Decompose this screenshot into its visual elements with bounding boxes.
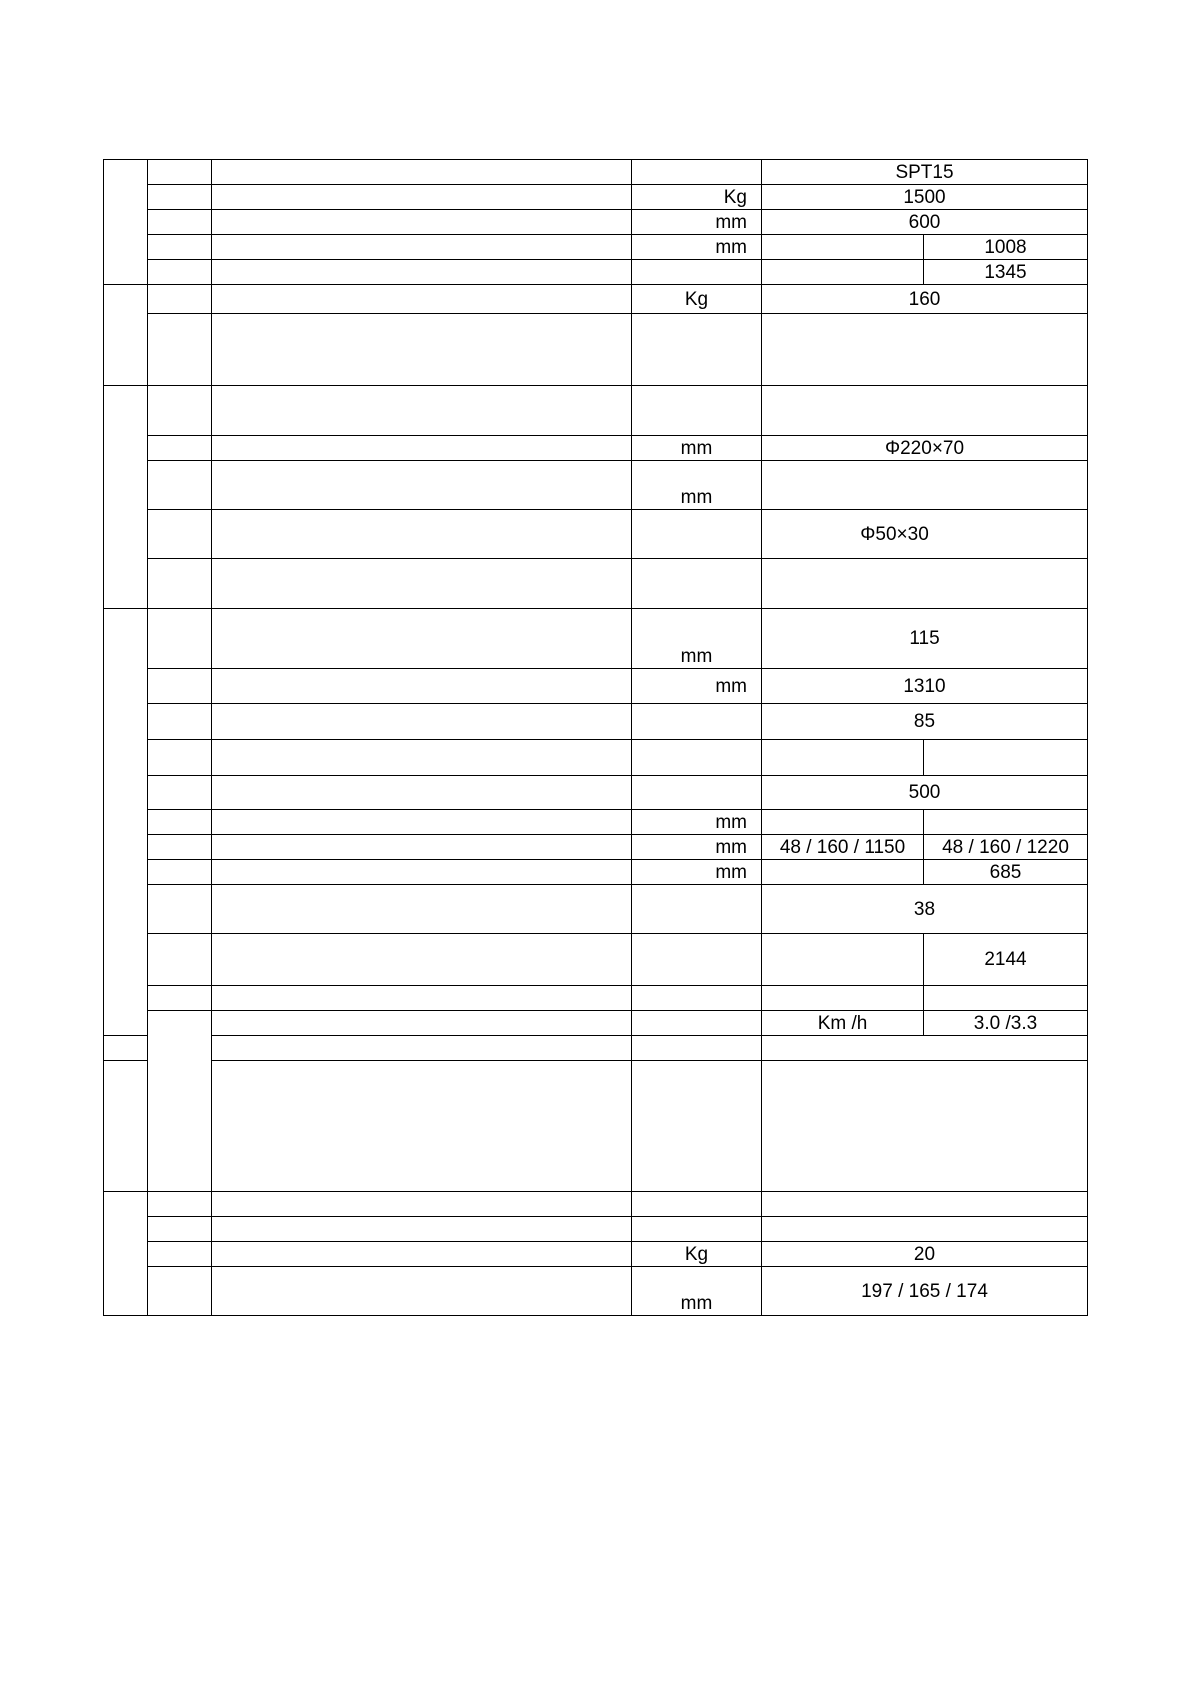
height-115-value: 115: [762, 609, 1088, 669]
fork-dimensions-left: 48 / 160 / 1150: [762, 835, 924, 860]
label-cell: [632, 1011, 762, 1036]
index-cell: [148, 1267, 212, 1316]
label-cell: [212, 810, 632, 835]
index-cell: [148, 1242, 212, 1267]
label-cell: [212, 1036, 632, 1061]
label-cell: [212, 210, 632, 235]
drive-wheel-value: Φ220×70: [762, 436, 1088, 461]
service-weight-unit: Kg: [632, 285, 762, 314]
label-cell: [212, 461, 632, 510]
label-cell: [212, 1242, 632, 1267]
value-2144: 2144: [924, 934, 1088, 986]
value-cell: [762, 1217, 1088, 1242]
value-cell: [762, 559, 1088, 609]
travel-speed-unit: Km /h: [762, 1011, 924, 1036]
label-cell: [212, 160, 632, 185]
battery-dims-unit: mm: [632, 1267, 762, 1316]
group-cell-6: [104, 1192, 148, 1316]
unit-cell: [632, 1061, 762, 1192]
label-cell: [212, 934, 632, 986]
label-cell: [212, 986, 632, 1011]
index-cell: [104, 1036, 148, 1061]
index-cell: [148, 776, 212, 810]
label-cell: [212, 776, 632, 810]
label-cell: [212, 386, 632, 436]
label-cell: [212, 314, 632, 386]
value-cell: [762, 1192, 1088, 1217]
label-cell: [212, 609, 632, 669]
label-cell: [212, 1217, 632, 1242]
label-cell: [212, 1267, 632, 1316]
index-cell: [148, 559, 212, 609]
label-cell: [212, 1061, 632, 1192]
index-cell: [148, 740, 212, 776]
index-cell: [148, 436, 212, 461]
rated-capacity-value: 1500: [762, 185, 1088, 210]
label-cell: [212, 860, 632, 885]
group-cell-4: [104, 609, 148, 1036]
label-cell: [212, 260, 632, 285]
index-cell: [212, 1011, 632, 1036]
value-left-cell: [762, 860, 924, 885]
group-cell-2: [104, 285, 148, 386]
label-cell: [212, 704, 632, 740]
label-cell: [212, 559, 632, 609]
index-cell: [148, 185, 212, 210]
index-cell: [148, 235, 212, 260]
label-cell: [212, 669, 632, 704]
unit-cell: [632, 559, 762, 609]
index-cell: [148, 510, 212, 559]
group-cell-3: [104, 386, 148, 609]
value-left-cell: [762, 986, 924, 1011]
label-cell: [212, 1192, 632, 1217]
value-cell: [762, 1061, 1088, 1192]
unit-cell: [632, 386, 762, 436]
caster-wheel-value: Φ50×30: [762, 510, 1088, 559]
battery-weight-unit: Kg: [632, 1242, 762, 1267]
value-left-cell: [762, 810, 924, 835]
index-cell: [148, 885, 212, 934]
index-cell: [148, 609, 212, 669]
height-115-unit: mm: [632, 609, 762, 669]
index-cell: [148, 934, 212, 986]
wheel-row-unit: mm: [632, 461, 762, 510]
index-cell: [148, 986, 212, 1011]
rated-capacity-unit: Kg: [632, 185, 762, 210]
unit-cell: [632, 934, 762, 986]
value-85: 85: [762, 704, 1088, 740]
label-cell: [212, 885, 632, 934]
index-cell: [148, 285, 212, 314]
battery-dims-value: 197 / 165 / 174: [762, 1267, 1088, 1316]
unit-cell: [632, 1192, 762, 1217]
value-500: 500: [762, 776, 1088, 810]
unit-cell: [632, 885, 762, 934]
height-1310-value: 1310: [762, 669, 1088, 704]
height-1310-unit: mm: [632, 669, 762, 704]
battery-weight-value: 20: [762, 1242, 1088, 1267]
group-cell-1: [104, 160, 148, 285]
label-cell: [212, 436, 632, 461]
value-right-cell: [924, 740, 1088, 776]
index-cell: [148, 160, 212, 185]
group-cell-5: [148, 1011, 212, 1192]
unit-cell: [632, 740, 762, 776]
unit-cell: [632, 776, 762, 810]
dim-1008-value: 1008: [924, 235, 1088, 260]
value-left-cell: [762, 235, 924, 260]
unit-cell: [632, 510, 762, 559]
index-cell: [148, 210, 212, 235]
label-cell: [212, 835, 632, 860]
dim-1008-unit: mm: [632, 235, 762, 260]
value-right-cell: [924, 810, 1088, 835]
spec-table: [103, 159, 1088, 1316]
index-cell: [148, 314, 212, 386]
value-left-cell: [762, 934, 924, 986]
fork-width-value: 685: [924, 860, 1088, 885]
index-cell: [148, 669, 212, 704]
label-cell: [212, 235, 632, 260]
index-cell: [148, 704, 212, 740]
index-cell: [148, 860, 212, 885]
model-value: SPT15: [762, 160, 1088, 185]
label-cell: [212, 740, 632, 776]
value-38: 38: [762, 885, 1088, 934]
fork-width-unit: mm: [632, 860, 762, 885]
load-center-unit: mm: [632, 210, 762, 235]
load-center-value: 600: [762, 210, 1088, 235]
unit-cell: [632, 160, 762, 185]
index-cell: [148, 386, 212, 436]
value-right-cell: [924, 986, 1088, 1011]
unit-cell: [632, 1217, 762, 1242]
value-cell: [762, 461, 1088, 510]
value-cell: [762, 1036, 1088, 1061]
travel-speed-value: 3.0 /3.3: [924, 1011, 1088, 1036]
label-cell: [212, 185, 632, 210]
value-cell: [762, 386, 1088, 436]
unit-cell: [632, 314, 762, 386]
drive-wheel-unit: mm: [632, 436, 762, 461]
value-left-cell: [762, 740, 924, 776]
index-cell: [148, 835, 212, 860]
index-cell: [148, 810, 212, 835]
index-cell: [148, 461, 212, 510]
fork-dimensions-right: 48 / 160 / 1220: [924, 835, 1088, 860]
unit-cell: [632, 1036, 762, 1061]
unit-cell: [632, 986, 762, 1011]
index-cell: [148, 1192, 212, 1217]
service-weight-value: 160: [762, 285, 1088, 314]
index-cell: [104, 1061, 148, 1192]
value-left-cell: [762, 260, 924, 285]
empty-row-unit: mm: [632, 810, 762, 835]
label-cell: [212, 285, 632, 314]
unit-cell: [632, 704, 762, 740]
label-cell: [212, 510, 632, 559]
fork-dimensions-unit: mm: [632, 835, 762, 860]
index-cell: [148, 1217, 212, 1242]
value-cell: [762, 314, 1088, 386]
index-cell: [148, 260, 212, 285]
unit-cell: [632, 260, 762, 285]
dim-1345-value: 1345: [924, 260, 1088, 285]
